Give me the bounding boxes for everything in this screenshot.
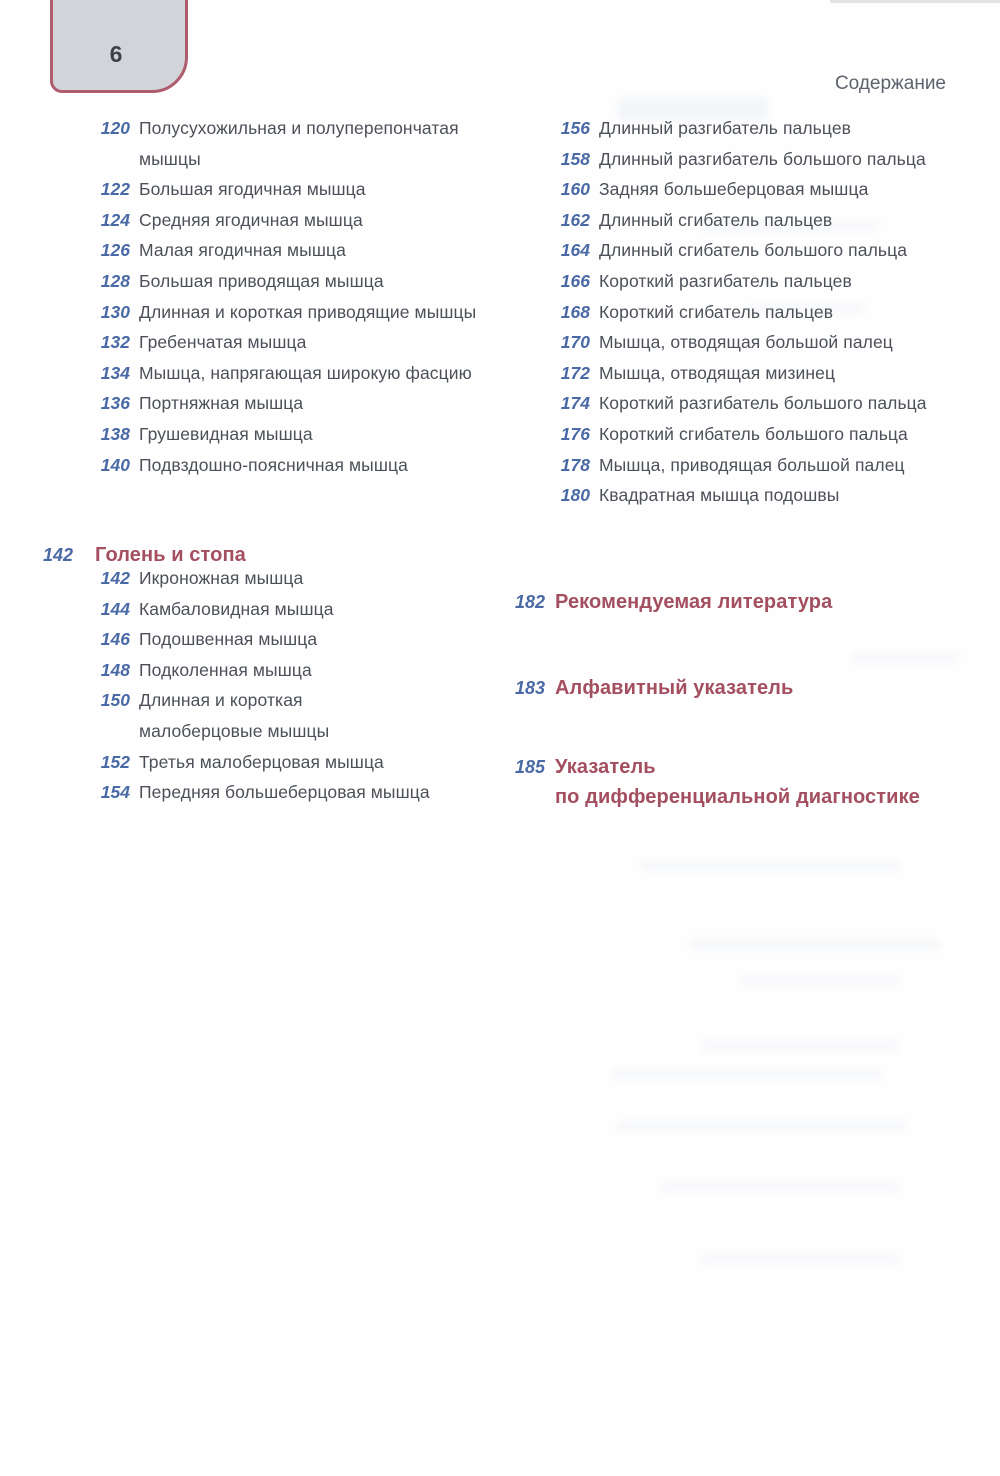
- entry-title: Грушевидная мышца: [139, 423, 313, 444]
- entry-page-number: 156: [560, 118, 590, 138]
- entry-title: Третья малоберцовая мышца: [139, 751, 384, 772]
- toc-entry: [503, 480, 927, 511]
- section-heading-ukazatel-diagnostika: [503, 752, 920, 812]
- section-title: [555, 752, 920, 812]
- entry-page-number: 146: [100, 629, 130, 650]
- bleed-through-artifact: [616, 1120, 906, 1132]
- entry-title: Длинная и короткая малоберцовые мышцы: [139, 690, 330, 741]
- entry-title: Мышца, отводящая большой палец: [599, 332, 893, 353]
- toc-entry: [503, 327, 927, 358]
- section-page-number: 142: [43, 545, 74, 565]
- entry-title: Задняя большеберцовая мышца: [599, 179, 869, 200]
- section-heading-alfavitny-ukazatel: [503, 673, 793, 703]
- entry-page-number: 126: [100, 240, 130, 261]
- entry-title: Длинная и короткая приводящие мышцы: [139, 301, 477, 322]
- toc-entry: [43, 205, 476, 236]
- bleed-through-artifact: [700, 1252, 900, 1264]
- toc-list-right: [503, 113, 927, 511]
- entry-page-number: 158: [560, 148, 590, 169]
- entry-title: Короткий разгибатель пальцев: [599, 270, 852, 291]
- entry-title: Мышца, отводящая мизинец: [599, 362, 836, 383]
- entry-page-number: 176: [560, 423, 590, 444]
- toc-entry: [503, 388, 927, 419]
- toc-entry: [43, 358, 476, 389]
- entry-page-number: 122: [100, 179, 130, 200]
- page-number-box: [50, 0, 188, 93]
- section-title-line1: Указатель: [555, 756, 656, 778]
- toc-entry: [43, 297, 476, 328]
- toc-list-left-top: [43, 113, 476, 480]
- section-title: Алфавитный указатель: [555, 677, 794, 699]
- toc-entry: [43, 450, 476, 481]
- entry-page-number: 172: [560, 362, 590, 383]
- section-title: Рекомендуемая литература: [555, 591, 833, 613]
- entry-page-number: 174: [560, 393, 590, 414]
- section-title-line2: по дифференциальной диагностике: [555, 786, 920, 808]
- entry-page-number: 164: [560, 240, 590, 261]
- entry-title: Полусухожильная и полуперепончатая мышцы: [139, 118, 459, 169]
- entry-page-number: 128: [100, 270, 130, 291]
- entry-page-number: 120: [100, 118, 130, 138]
- toc-entry: [503, 419, 927, 450]
- entry-title: Камбаловидная мышца: [139, 598, 334, 619]
- entry-page-number: 160: [560, 179, 590, 200]
- toc-entry: [43, 747, 430, 778]
- entry-title: Подвздошно-поясничная мышца: [139, 454, 408, 475]
- entry-title: Большая ягодичная мышца: [139, 179, 366, 200]
- toc-entry: [43, 563, 430, 594]
- entry-title: Малая ягодичная мышца: [139, 240, 346, 261]
- entry-title: Короткий разгибатель большого пальца: [599, 393, 927, 414]
- toc-entry: [43, 419, 476, 450]
- section-heading-literatura: [503, 587, 832, 617]
- toc-entry: [43, 655, 430, 686]
- scan-edge-artifact: [830, 0, 1000, 3]
- entry-title: Квадратная мышца подошвы: [599, 485, 840, 506]
- entry-page-number: 138: [100, 423, 130, 444]
- entry-title: Гребенчатая мышца: [139, 332, 307, 353]
- toc-entry: [503, 450, 927, 481]
- running-header: Содержание: [834, 73, 946, 94]
- bleed-through-artifact: [612, 1068, 882, 1080]
- entry-page-number: 132: [100, 332, 130, 353]
- entry-title: Длинный разгибатель пальцев: [599, 118, 852, 138]
- entry-page-number: 136: [100, 393, 130, 414]
- entry-title: Мышца, напрягающая широкую фасцию: [139, 362, 472, 383]
- entry-page-number: 140: [100, 454, 130, 475]
- entry-page-number: 178: [560, 454, 590, 475]
- entry-page-number: 170: [560, 332, 590, 353]
- section-page-number: 183: [514, 678, 545, 698]
- entry-title: Длинный разгибатель большого пальца: [599, 148, 926, 169]
- toc-entry: [503, 113, 927, 144]
- entry-title: Портняжная мышца: [139, 393, 304, 414]
- entry-page-number: 144: [100, 598, 130, 619]
- entry-page-number: 148: [100, 659, 130, 680]
- entry-page-number: 154: [100, 782, 130, 803]
- toc-entry: [503, 297, 927, 328]
- entry-page-number: 130: [100, 301, 130, 322]
- entry-title: Короткий сгибатель большого пальца: [599, 423, 908, 444]
- entry-page-number: 150: [100, 690, 130, 711]
- entry-title: Большая приводящая мышца: [139, 270, 384, 291]
- toc-entry: [43, 266, 476, 297]
- toc-entry: [43, 594, 430, 625]
- entry-page-number: 152: [100, 751, 130, 772]
- entry-title: Икроножная мышца: [139, 568, 304, 588]
- toc-list-left-section: [43, 563, 430, 808]
- section-page-number: 185: [514, 757, 545, 777]
- entry-title: Средняя ягодичная мышца: [139, 209, 363, 230]
- toc-entry: [43, 113, 476, 174]
- toc-entry: [43, 327, 476, 358]
- toc-entry: [43, 235, 476, 266]
- entry-page-number: 180: [560, 485, 590, 506]
- entry-title: Длинный сгибатель пальцев: [599, 209, 833, 230]
- entry-page-number: 124: [100, 209, 130, 230]
- entry-page-number: 142: [100, 568, 130, 588]
- toc-entry: [503, 205, 927, 236]
- section-title: Голень и стопа: [95, 544, 246, 566]
- entry-page-number: 134: [100, 362, 130, 383]
- entry-page-number: 168: [560, 301, 590, 322]
- entry-title: Подошвенная мышца: [139, 629, 318, 650]
- entry-title: Передняя большеберцовая мышца: [139, 782, 430, 803]
- page-number: 6: [109, 41, 123, 67]
- bleed-through-artifact: [850, 652, 960, 664]
- toc-entry: [503, 174, 927, 205]
- bleed-through-artifact: [660, 1180, 900, 1192]
- toc-entry: [503, 235, 927, 266]
- toc-entry: [43, 388, 476, 419]
- entry-title: Мышца, приводящая большой палец: [599, 454, 905, 475]
- bleed-through-artifact: [640, 860, 900, 872]
- toc-entry: [503, 144, 927, 175]
- section-page-number: 182: [514, 592, 545, 612]
- entry-title: Короткий сгибатель пальцев: [599, 301, 834, 322]
- bleed-through-artifact: [690, 938, 940, 951]
- entry-title: Подколенная мышца: [139, 659, 312, 680]
- bleed-through-artifact: [700, 1040, 900, 1052]
- toc-entry: [43, 624, 430, 655]
- entry-title: Длинный сгибатель большого пальца: [599, 240, 908, 261]
- toc-entry: [503, 358, 927, 389]
- toc-entry: [43, 685, 430, 746]
- bleed-through-artifact: [740, 975, 900, 987]
- entry-page-number: 162: [560, 209, 590, 230]
- entry-page-number: 166: [560, 270, 590, 291]
- toc-entry: [43, 777, 430, 808]
- toc-entry: [503, 266, 927, 297]
- toc-entry: [43, 174, 476, 205]
